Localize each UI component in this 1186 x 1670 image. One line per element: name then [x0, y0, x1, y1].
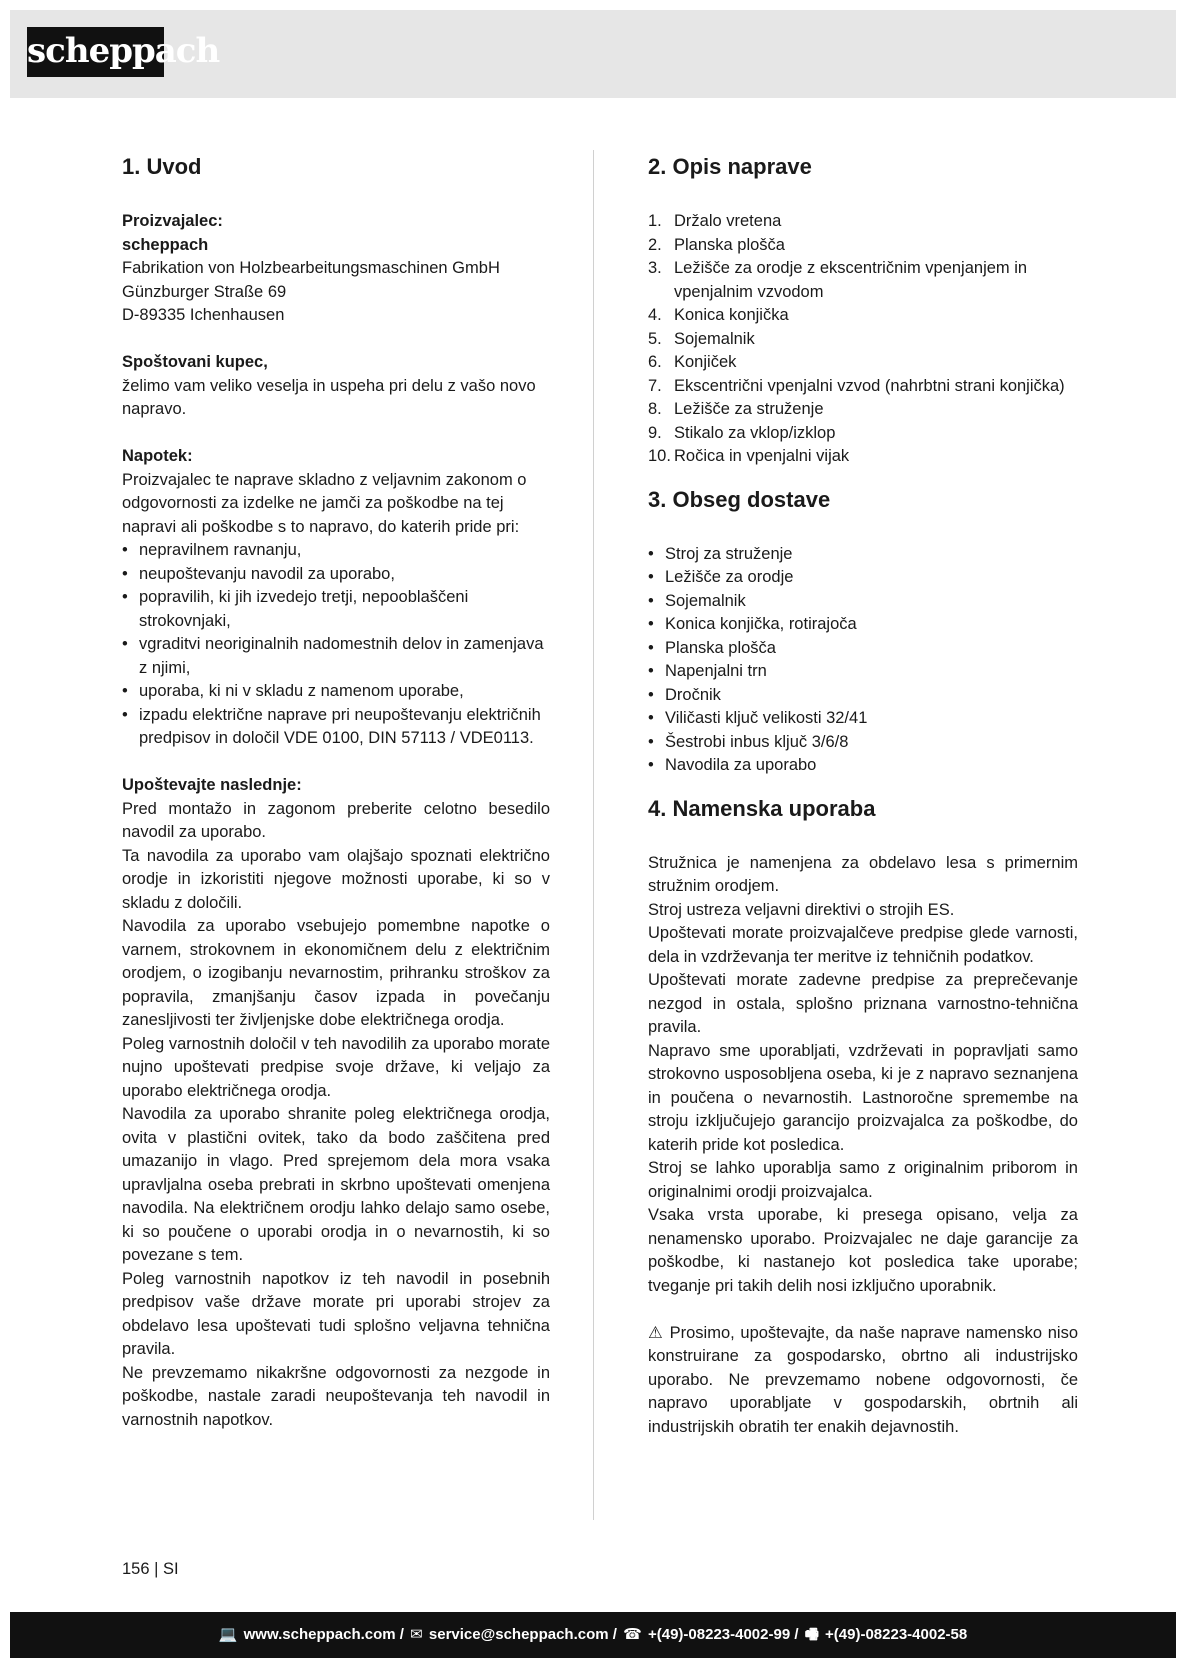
left-column — [122, 150, 550, 1432]
warning-note: ⚠ Prosimo, upoštevajte, da naše naprave namensko niso konstruirane za gospodarsko, obrtno ali industrijsko uporabo. Ne prevzemamo nobene odgovornosti, če napravo uporabljate v gospodarskih, obrtnih ali industrijskih obratih ter enakih dejavnostih. — [648, 1323, 1078, 1436]
list-item: • Stroj za struženje — [648, 543, 1078, 567]
list-item: • uporaba, ki ni v skladu z namenom uporabe, — [122, 680, 550, 704]
manufacturer-label: Proizvajalec: — [122, 212, 223, 230]
list-item: • izpadu električne naprave pri neupoštevanju električnih predpisov in določil VDE 0100, DIN 57113 / VDE0113. — [122, 704, 550, 751]
scheppach-logo: scheppach — [27, 27, 164, 77]
footer-bar — [10, 1612, 1176, 1658]
observe-paragraph: Navodila za uporabo shranite poleg električnega orodja, ovita v plastični ovitek, tako da bodo zaščitena pred umazanijo in vlago. Pred sprejemom dela mora vsaka upravljalna oseba prebrati in skrbno upoštevati omenjena navodila. Na električnem orodju lahko delajo samo osebe, ki so poučene o uporabi orodja in o nevarnostih, ki so povezane s tem. — [122, 1105, 550, 1264]
website-link[interactable]: www.scheppach.com / — [243, 1626, 404, 1643]
warning-icon: ⚠ — [648, 1323, 664, 1342]
list-item: • neupoštevanju navodil za uporabo, — [122, 563, 550, 587]
list-item: 7. Ekscentrični vpenjalni vzvod (nahrbtni strani konjička) — [648, 376, 1065, 395]
delivery-list — [648, 543, 1078, 778]
fax-icon: 🖷 — [804, 1626, 819, 1643]
list-item: 3. Ležišče za orodje z ekscentričnim vpenjanjem in vpenjalnim vzvodom — [648, 259, 1028, 301]
list-item: 2. Planska plošča — [648, 235, 785, 254]
address-line: Günzburger Straße 69 — [122, 282, 287, 301]
list-item: • Sojemalnik — [648, 590, 1078, 614]
section-title-description: 2. Opis naprave — [648, 154, 812, 179]
list-item: • Viličasti ključ velikosti 32/41 — [648, 707, 1078, 731]
right-column — [648, 150, 1078, 1439]
intended-use-paragraph: Napravo sme uporabljati, vzdrževati in popravljati samo strokovno usposobljena oseba, ki je z napravo seznanjena in poučena o nevarnostih. Lastnoročne spremembe na stroju izključujejo garancijo proizvajalca za poškodbe, do katerih pride kot posledica. — [648, 1041, 1078, 1154]
list-item: • popravilih, ki jih izvedejo tretji, nepooblaščeni strokovnjaki, — [122, 586, 550, 633]
intended-use-paragraph: Upoštevati morate zadevne predpise za preprečevanje nezgod in ostala, splošno priznana varnostno-tehnična pravila. — [648, 971, 1078, 1036]
intended-use-paragraph: Stružnica je namenjena za obdelavo lesa s primernim stružnim orodjem. — [648, 853, 1078, 895]
observe-paragraph: Ne prevzemamo nikakršne odgovornosti za nezgode in poškodbe, nastale zaradi neupoštevanja teh navodil in varnostnih napotkov. — [122, 1363, 550, 1429]
manufacturer-name: scheppach — [122, 235, 209, 254]
list-item: 10. Ročica in vpenjalni vijak — [648, 447, 850, 465]
observe-paragraph: Pred montažo in zagonom preberite celotno besedilo navodil za uporabo. — [122, 799, 550, 841]
list-item: 8. Ležišče za struženje — [648, 400, 824, 418]
list-item: 9. Stikalo za vklop/izklop — [648, 423, 836, 442]
address-line: Fabrikation von Holzbearbeitungsmaschinen GmbH — [122, 259, 500, 277]
intended-use-paragraph: Vsaka vrsta uporabe, ki presega opisano, velja za nenamensko uporabo. Proizvajalec ne daje garancije za poškodbe, ki nastanejo kot posledica take uporabe; tveganje pri takih delih nosi izključno uporabnik. — [648, 1206, 1078, 1295]
parts-list — [648, 210, 1078, 469]
intended-use-paragraph: Stroj ustreza veljavni direktivi o strojih ES. — [648, 900, 955, 919]
email-link[interactable]: service@scheppach.com / — [428, 1626, 617, 1643]
observe-paragraph: Ta navodila za uporabo vam olajšajo spoznati električno orodje in izkoristiti njegove možnosti uporabe, ki so v skladu z določili. — [122, 846, 550, 912]
observe-paragraph: Poleg varnostnih napotkov iz teh navodil in posebnih predpisov vaše države morate pri uporabi strojev za obdelavo lesa upoštevati tudi splošno veljavna tehnična pravila. — [122, 1269, 550, 1358]
list-item: • vgraditvi neoriginalnih nadomestnih delov in zamenjava z njimi, — [122, 633, 550, 680]
section-title-intro: 1. Uvod — [122, 154, 202, 179]
list-item: 1. Držalo vretena — [648, 212, 782, 230]
computer-icon: 💻 — [218, 1626, 238, 1643]
list-item: • Napenjalni trn — [648, 660, 1078, 684]
observe-paragraph: Navodila za uporabo vsebujejo pomembne napotke o varnem, strokovnem in ekonomičnem delu z električnim orodjem, o izogibanju nevarnostim, prihranku stroškov za popravila, zmanjšanju časov izpada in povečanju zanesljivosti ter življenjske dobe električnega orodja. — [122, 917, 550, 1029]
greeting-label: Spoštovani kupec, — [122, 353, 268, 371]
note-label: Napotek: — [122, 447, 193, 465]
list-item: • Planska plošča — [648, 637, 1078, 661]
page-number: 156 | SI — [122, 1560, 179, 1578]
list-item: • Dročnik — [648, 684, 1078, 708]
observe-label: Upoštevajte naslednje: — [122, 776, 302, 794]
column-divider — [593, 150, 594, 1520]
section-title-delivery: 3. Obseg dostave — [648, 486, 831, 512]
note-list — [122, 539, 550, 751]
fax-number: +(49)-08223-4002-58 — [825, 1626, 968, 1643]
list-item: • Ležišče za orodje — [648, 566, 1078, 590]
phone-icon: ☎ — [623, 1626, 642, 1643]
list-item: 5. Sojemalnik — [648, 329, 755, 348]
intended-use-paragraph: Upoštevati morate proizvajalčeve predpise glede varnosti, dela in vzdrževanja ter meritve iz tehničnih podatkov. — [648, 924, 1078, 966]
list-item: 4. Konica konjička — [648, 306, 789, 324]
observe-paragraph: Poleg varnostnih določil v teh navodilih za uporabo morate nujno upoštevati predpise svoje države, ki veljajo za uporabo električnega orodja. — [122, 1034, 550, 1100]
intended-use-paragraph: Stroj se lahko uporablja samo z originalnim priborom in originalnimi orodji proizvajalca. — [648, 1159, 1078, 1201]
list-item: 6. Konjiček — [648, 353, 737, 371]
mail-icon: ✉ — [410, 1626, 423, 1643]
note-text: Proizvajalec te naprave skladno z veljavnim zakonom o odgovornosti za izdelke ne jamči za poškodbe na tej napravi ali poškodbe s to napravo, do katerih pride pri: — [122, 470, 527, 536]
list-item: • Navodila za uporabo — [648, 754, 1078, 778]
section-title-intended-use: 4. Namenska uporaba — [648, 795, 876, 821]
greeting-text: želimo vam veliko veselja in uspeha pri delu z vašo novo napravo. — [122, 376, 536, 418]
list-item: • nepravilnem ravnanju, — [122, 539, 550, 563]
list-item: • Šestrobi inbus ključ 3/6/8 — [648, 731, 1078, 755]
phone-number: +(49)-08223-4002-99 / — [647, 1626, 799, 1643]
list-item: • Konica konjička, rotirajoča — [648, 613, 1078, 637]
address-line: D-89335 Ichenhausen — [122, 306, 285, 324]
